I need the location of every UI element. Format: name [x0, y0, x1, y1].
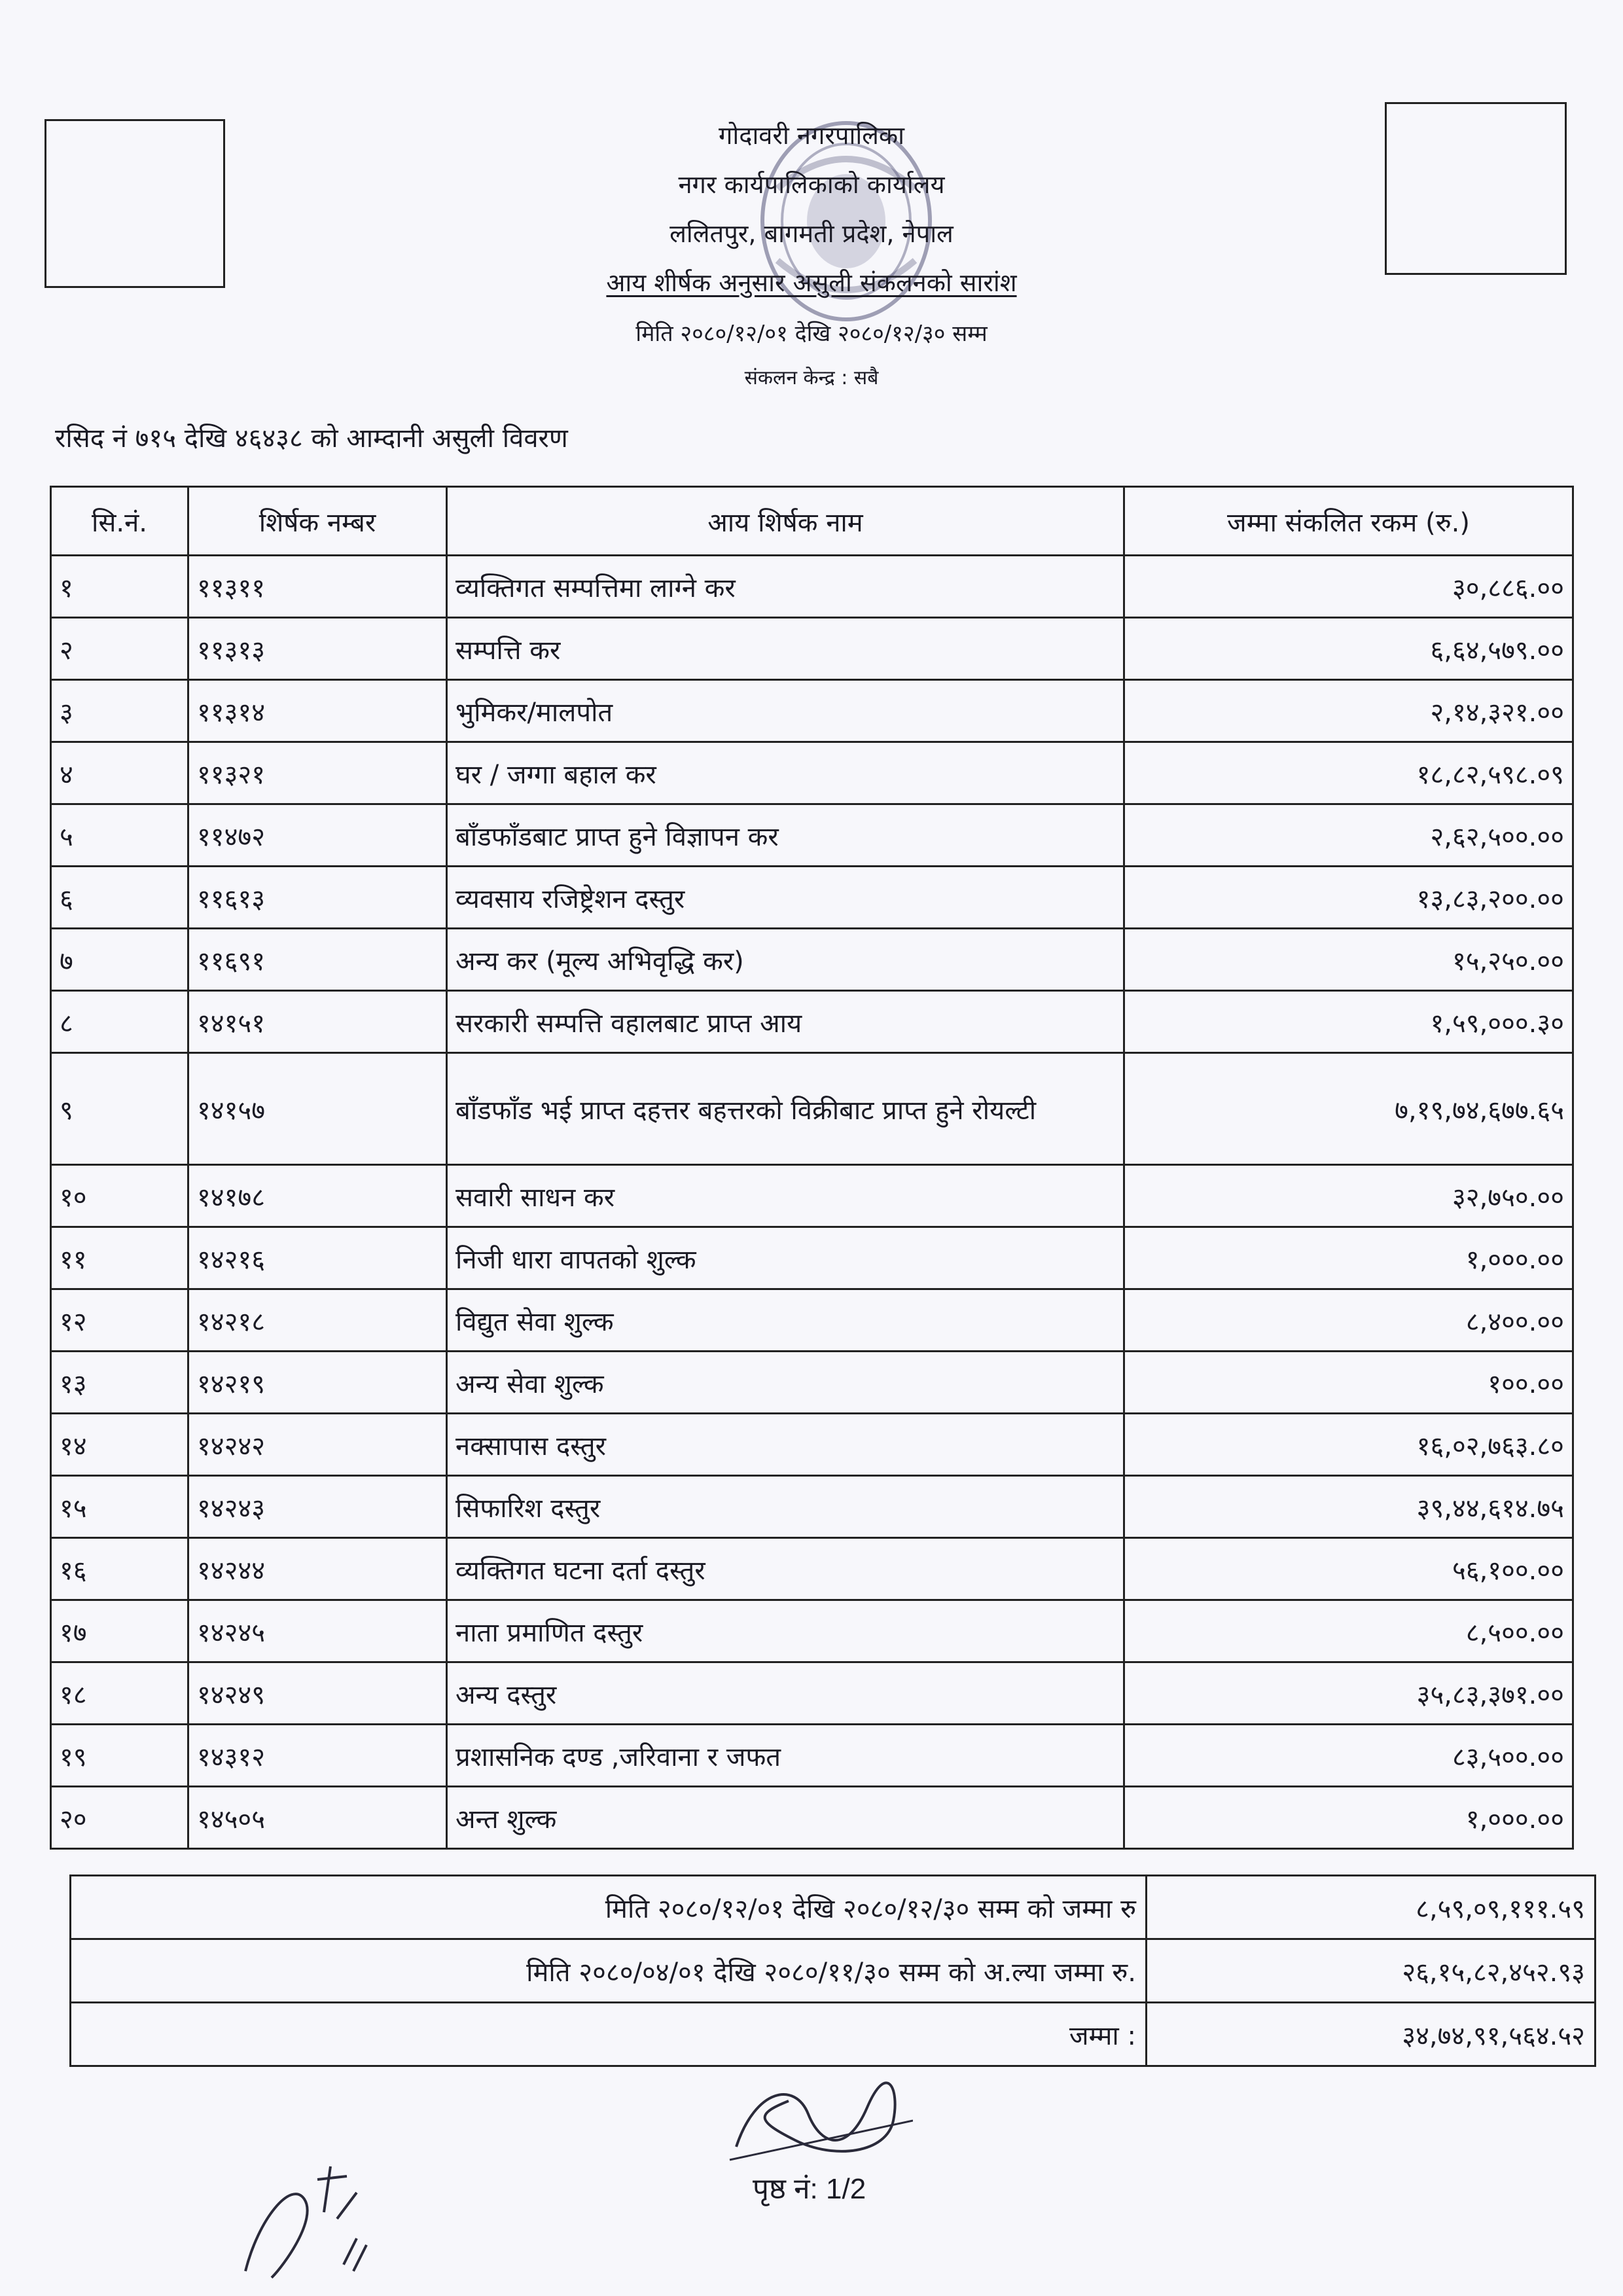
row-serial: १३: [51, 1352, 188, 1414]
signature-center: [717, 2075, 913, 2173]
row-amount: ३०,८८६.००: [1124, 556, 1573, 618]
photo-box-right: [1385, 102, 1567, 275]
row-code: १४३१२: [188, 1725, 447, 1787]
handwritten-mark: [232, 2140, 383, 2284]
row-amount: ५६,१००.००: [1124, 1538, 1573, 1600]
row-name: सिफारिश दस्तुर: [447, 1476, 1124, 1538]
row-amount: ३९,४४,६१४.७५: [1124, 1476, 1573, 1538]
grand-total-row: [71, 2003, 1596, 2066]
row-serial: १७: [51, 1600, 188, 1662]
row-code: १४२४९: [188, 1662, 447, 1725]
table-row: [51, 1289, 1573, 1352]
row-code: ११३२१: [188, 742, 447, 804]
table-row: [51, 742, 1573, 804]
date-range: मिति २०८०/१२/०१ देखि २०८०/१२/३० सम्म: [635, 321, 988, 347]
row-serial: ९: [51, 1053, 188, 1165]
row-amount: ८३,५००.००: [1124, 1725, 1573, 1787]
header-serial: सि.नं.: [51, 487, 188, 556]
row-code: १४२४४: [188, 1538, 447, 1600]
row-amount: १५,२५०.००: [1124, 929, 1573, 991]
row-name: भुमिकर/मालपोत: [447, 680, 1124, 742]
report-title: [458, 265, 1165, 299]
table-row: [51, 804, 1573, 867]
row-name: सम्पत्ति कर: [447, 618, 1124, 680]
row-name: नाता प्रमाणित दस्तुर: [447, 1600, 1124, 1662]
row-name: अन्त शुल्क: [447, 1787, 1124, 1849]
table-row: [51, 991, 1573, 1053]
table-row: [51, 1414, 1573, 1476]
row-amount: २,१४,३२१.००: [1124, 680, 1573, 742]
table-row: [51, 618, 1573, 680]
row-serial: ४: [51, 742, 188, 804]
row-amount: १३,८३,२००.००: [1124, 867, 1573, 929]
row-amount: ८,५००.००: [1124, 1600, 1573, 1662]
previous-total-value: २६,१५,८२,४५२.९३: [1147, 1939, 1596, 2003]
header-code: शिर्षक नम्बर: [188, 487, 447, 556]
row-serial: ६: [51, 867, 188, 929]
totals-table: [69, 1874, 1596, 2067]
row-code: ११६१३: [188, 867, 447, 929]
row-serial: ११: [51, 1227, 188, 1289]
row-code: १४२१८: [188, 1289, 447, 1352]
row-code: १४२१९: [188, 1352, 447, 1414]
table-row: [51, 1787, 1573, 1849]
row-amount: १,५९,०००.३०: [1124, 991, 1573, 1053]
row-name: अन्य सेवा शुल्क: [447, 1352, 1124, 1414]
revenue-table: [50, 486, 1574, 1850]
row-amount: २,६२,५००.००: [1124, 804, 1573, 867]
row-amount: ३२,७५०.००: [1124, 1165, 1573, 1227]
row-name: विद्युत सेवा शुल्क: [447, 1289, 1124, 1352]
row-name: सरकारी सम्पत्ति वहालबाट प्राप्त आय: [447, 991, 1124, 1053]
table-row: [51, 1538, 1573, 1600]
page-number: पृष्ठ नं: 1/2: [753, 2173, 866, 2205]
row-serial: १९: [51, 1725, 188, 1787]
grand-total-label: जम्मा :: [71, 2003, 1147, 2066]
header-name: आय शिर्षक नाम: [447, 487, 1124, 556]
collection-center: संकलन केन्द्र : सबै: [744, 367, 879, 389]
row-serial: २: [51, 618, 188, 680]
previous-total-row: [71, 1939, 1596, 2003]
row-name: व्यक्तिगत सम्पत्तिमा लाग्ने कर: [447, 556, 1124, 618]
row-code: ११३१३: [188, 618, 447, 680]
month-total-value: ८,५९,०९,१११.५९: [1147, 1876, 1596, 1939]
row-amount: ७,१९,७४,६७७.६५: [1124, 1053, 1573, 1165]
row-name: व्यवसाय रजिष्ट्रेशन दस्तुर: [447, 867, 1124, 929]
row-name: बाँडफाँड भई प्राप्त दहत्तर बहत्तरको विक्रीबाट प्राप्त हुने रोयल्टी: [447, 1053, 1124, 1165]
row-code: ११६९१: [188, 929, 447, 991]
row-code: १४२४३: [188, 1476, 447, 1538]
row-code: १४१५७: [188, 1053, 447, 1165]
row-amount: १,०००.००: [1124, 1227, 1573, 1289]
row-code: ११४७२: [188, 804, 447, 867]
row-code: १४१५१: [188, 991, 447, 1053]
row-amount: १००.००: [1124, 1352, 1573, 1414]
row-name: नक्सापास दस्तुर: [447, 1414, 1124, 1476]
table-row: [51, 1600, 1573, 1662]
row-serial: १०: [51, 1165, 188, 1227]
row-name: व्यक्तिगत घटना दर्ता दस्तुर: [447, 1538, 1124, 1600]
photo-box-left: [45, 119, 225, 288]
row-name: सवारी साधन कर: [447, 1165, 1124, 1227]
table-row: [51, 1476, 1573, 1538]
month-total-label: मिति २०८०/१२/०१ देखि २०८०/१२/३० सम्म को जम्मा रु: [71, 1876, 1147, 1939]
table-row: [51, 1053, 1573, 1165]
header-amount: जम्मा संकलित रकम (रु.): [1124, 487, 1573, 556]
report-title-text: आय शीर्षक अनुसार असुली संकलनको सारांश: [606, 268, 1017, 297]
row-serial: १४: [51, 1414, 188, 1476]
row-code: १४५०५: [188, 1787, 447, 1849]
table-row: [51, 1662, 1573, 1725]
previous-total-label: मिति २०८०/०४/०१ देखि २०८०/११/३० सम्म को अ.ल्या जम्मा रु.: [71, 1939, 1147, 2003]
table-row: [51, 929, 1573, 991]
row-name: निजी धारा वापतको शुल्क: [447, 1227, 1124, 1289]
row-serial: १२: [51, 1289, 188, 1352]
row-amount: १६,०२,७६३.८०: [1124, 1414, 1573, 1476]
row-serial: ८: [51, 991, 188, 1053]
row-code: ११३११: [188, 556, 447, 618]
grand-total-value: ३४,७४,९१,५६४.५२: [1147, 2003, 1596, 2066]
row-serial: १: [51, 556, 188, 618]
row-name: बाँडफाँडबाट प्राप्त हुने विज्ञापन कर: [447, 804, 1124, 867]
table-row: [51, 680, 1573, 742]
table-row: [51, 1165, 1573, 1227]
office-name: गोदावरी नगरपालिका: [719, 121, 904, 150]
row-amount: १,०००.००: [1124, 1787, 1573, 1849]
row-code: १४२४२: [188, 1414, 447, 1476]
table-row: [51, 1227, 1573, 1289]
table-row: [51, 1352, 1573, 1414]
row-serial: २०: [51, 1787, 188, 1849]
row-code: १४१७८: [188, 1165, 447, 1227]
row-name: अन्य कर (मूल्य अभिवृद्धि कर): [447, 929, 1124, 991]
table-row: [51, 867, 1573, 929]
office-subtitle: नगर कार्यपालिकाको कार्यालय: [678, 170, 945, 199]
row-serial: ७: [51, 929, 188, 991]
row-serial: १६: [51, 1538, 188, 1600]
row-serial: १५: [51, 1476, 188, 1538]
office-address: ललितपुर, बागमती प्रदेश, नेपाल: [669, 219, 954, 248]
row-code: १४२१६: [188, 1227, 447, 1289]
row-code: ११३१४: [188, 680, 447, 742]
row-serial: १८: [51, 1662, 188, 1725]
table-header-row: [51, 487, 1573, 556]
receipt-range-line: रसिद नं ७१५ देखि ४६४३८ को आम्दानी असुली विवरण: [55, 423, 568, 454]
row-amount: ८,४००.००: [1124, 1289, 1573, 1352]
row-amount: ६,६४,५७९.००: [1124, 618, 1573, 680]
table-row: [51, 1725, 1573, 1787]
row-serial: ५: [51, 804, 188, 867]
table-body: [51, 556, 1573, 1849]
row-amount: ३५,८३,३७१.००: [1124, 1662, 1573, 1725]
month-total-row: [71, 1876, 1596, 1939]
row-name: अन्य दस्तुर: [447, 1662, 1124, 1725]
row-name: प्रशासनिक दण्ड ,जरिवाना र जफत: [447, 1725, 1124, 1787]
row-name: घर / जग्गा बहाल कर: [447, 742, 1124, 804]
row-code: १४२४५: [188, 1600, 447, 1662]
row-amount: १८,८२,५९८.०९: [1124, 742, 1573, 804]
row-serial: ३: [51, 680, 188, 742]
table-row: [51, 556, 1573, 618]
